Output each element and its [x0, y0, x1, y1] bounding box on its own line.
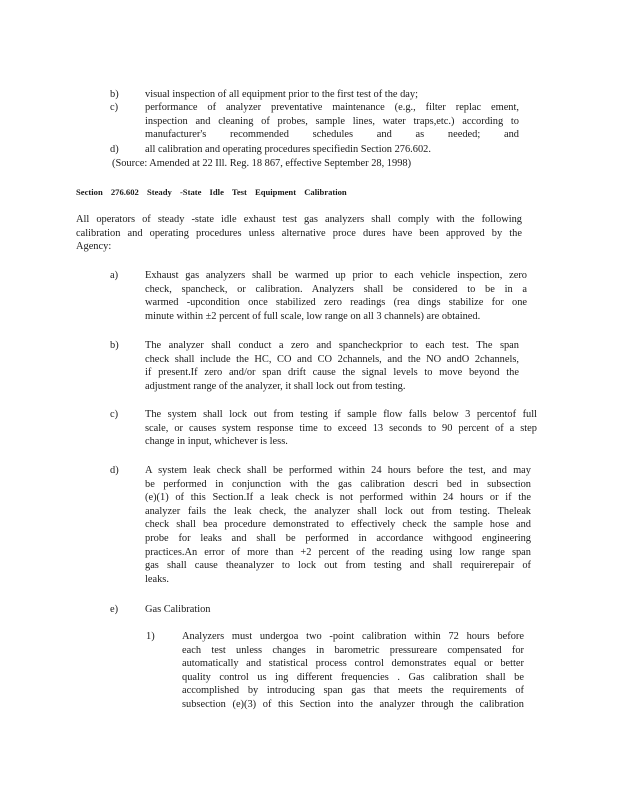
item-text: The system shall lock out from testing if sample flow falls below 3 percentof full scale, or causes system response time to exceed 13 seconds to 90 percent of a step change in input, whichever is less. — [145, 409, 537, 448]
item-label: b) — [110, 340, 119, 351]
subitem-text: Analyzers must undergoa two -point calibration within 72 hours before each test unless changes in barometric pressureare compensated for automatically and statistical process control demonstrates equal or better quality control us ing different frequencies . Gas calibration shall be accomplished by introducing span gas that meets the requirements of subsection (e)(3) of this Section into the analyzer through the calibration — [182, 631, 524, 710]
item-label: c) — [110, 409, 119, 420]
item-label: e) — [110, 604, 119, 615]
item-text: The analyzer shall conduct a zero and spancheckprior to each test. The span check shall include the HC, CO and CO 2channels, and the NO andO 2channels, if present.If zero and/or span drift cause the signal levels to move beyond the adjustment range of the analyzer, it shall lock out from testing. — [145, 340, 519, 392]
list-item-text: performance of analyzer preventative maintenance (e.g., filter replac ement, inspection and cleaning of probes, sample lines, water traps,etc.) according to manufacturer's recommended schedules and as needed; and — [145, 102, 519, 141]
intro-paragraph: All operators of steady -state idle exhaust test gas analyzers shall comply with the following calibration and operating procedures unless alternative proce dures have been approved by the Agency: — [76, 214, 522, 253]
item-label: a) — [110, 270, 119, 281]
subitem-label: 1) — [146, 631, 155, 642]
item-text: Gas Calibration — [145, 604, 211, 615]
list-label: d) — [110, 144, 119, 155]
list-item-text: all calibration and operating procedures specifiedin Section 276.602. — [145, 144, 431, 155]
section-heading: Section 276.602 Steady -State Idle Test Equipment Calibration — [76, 187, 347, 197]
source-note: (Source: Amended at 22 Ill. Reg. 18 867, effective September 28, 1998) — [112, 158, 412, 169]
list-item-text: visual inspection of all equipment prior to the first test of the day; — [145, 89, 418, 100]
item-label: d) — [110, 465, 119, 476]
item-text: A system leak check shall be performed within 24 hours before the test, and may be performed in conjunction with the gas calibration descri bed in subsection (e)(1) of this Section.If a leak check is not performed within 24 hours or if the analyzer fails the leak check, the analyzer shall lock out from testing. Theleak check shall bea procedure demonstrated to effectively check the sample hose and probe for leaks and shall be performed in accordance withgood engineering practices.An error of more than +2 percent of the reading using low range span gas shall cause theanalyzer to lock out from testing and shall requirerepair of leaks. — [145, 465, 531, 585]
list-label: b) — [110, 89, 119, 100]
item-text: Exhaust gas analyzers shall be warmed up prior to each vehicle inspection, zero check, spancheck, or calibration. Analyzers shall be considered to be in a warmed -upcondition once stabilized zero readings (rea dings stabilize for one minute within ±2 percent of full scale, low range on all 3 channels) are obtained. — [145, 270, 527, 322]
list-label: c) — [110, 102, 119, 113]
